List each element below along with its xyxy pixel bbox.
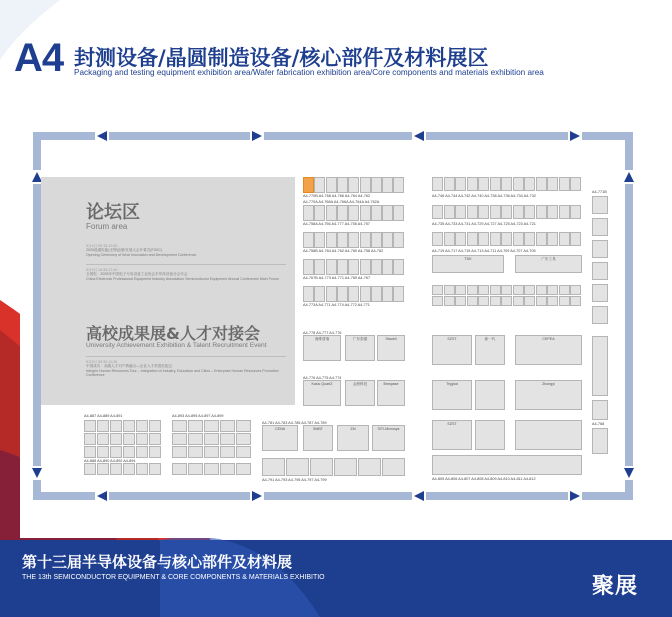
- booth-number: A4-887 A4-889 A4-891: [84, 414, 123, 418]
- booth-label: TDK: [464, 257, 472, 261]
- booth[interactable]: [478, 205, 489, 219]
- booth[interactable]: [172, 463, 187, 475]
- booth[interactable]: [467, 232, 478, 246]
- booth[interactable]: [501, 205, 512, 219]
- booth[interactable]: [303, 286, 314, 302]
- booth[interactable]: [149, 433, 161, 445]
- booth[interactable]: [84, 463, 96, 475]
- event-title-en: Integrin Human Resources Tour – Integration of Industry, Education and Cities – Enterprise Human Resources Promotion Conference: [86, 368, 279, 378]
- booth[interactable]: [236, 433, 251, 445]
- booth[interactable]: [490, 285, 501, 295]
- booth-label: 新一代: [484, 337, 496, 341]
- booth-label: 广东泰德: [352, 337, 368, 341]
- booth-number: A4-776 A4-775 A4-774: [303, 376, 342, 380]
- booth[interactable]: [372, 425, 405, 451]
- booth[interactable]: [337, 286, 348, 302]
- divider: [86, 264, 286, 265]
- booth[interactable]: [204, 433, 219, 445]
- booth[interactable]: [377, 380, 405, 406]
- booth[interactable]: [478, 232, 489, 246]
- booth[interactable]: [559, 285, 570, 295]
- booth[interactable]: [444, 177, 455, 191]
- booth[interactable]: [204, 463, 219, 475]
- booth[interactable]: [547, 232, 558, 246]
- booth[interactable]: [348, 286, 359, 302]
- booth[interactable]: [188, 463, 203, 475]
- booth[interactable]: [444, 205, 455, 219]
- booth-number: A4-768: [592, 422, 605, 426]
- booth[interactable]: [220, 433, 235, 445]
- booth[interactable]: [97, 463, 109, 475]
- booth-number: A4-781 A4-783 A4-785 A4-787 A4-789: [262, 421, 327, 425]
- booth[interactable]: [432, 205, 443, 219]
- booth[interactable]: [536, 232, 547, 246]
- booth[interactable]: [345, 335, 375, 361]
- booth[interactable]: [314, 177, 325, 193]
- booth[interactable]: [559, 232, 570, 246]
- booth[interactable]: [444, 296, 455, 306]
- booth[interactable]: [337, 205, 348, 221]
- booth[interactable]: [326, 232, 337, 248]
- booth[interactable]: [432, 255, 504, 273]
- booth-number: A4-770A A4-768A A4-766A A4-764A A4-762A: [303, 200, 380, 204]
- booth[interactable]: [393, 232, 404, 248]
- booth[interactable]: [303, 177, 314, 193]
- booth[interactable]: [490, 177, 501, 191]
- booth[interactable]: [334, 458, 357, 476]
- booth-number: A4-778 A4-777 A4-776: [303, 331, 342, 335]
- booth[interactable]: [490, 205, 501, 219]
- booth[interactable]: [123, 446, 135, 458]
- booth[interactable]: [382, 232, 393, 248]
- booth[interactable]: [513, 177, 524, 191]
- booth[interactable]: [455, 205, 466, 219]
- booth-label: 广东工具: [541, 257, 556, 261]
- event-time: 9月5日 09:30-11:30: [86, 360, 118, 364]
- booth[interactable]: [326, 259, 337, 275]
- booth[interactable]: [303, 205, 314, 221]
- booth[interactable]: [524, 232, 535, 246]
- booth[interactable]: [524, 177, 535, 191]
- hall-subtitle: Packaging and testing equipment exhibition area/Wafer fabrication exhibition area/Core components and materials exhibition area: [74, 68, 544, 77]
- footer-title: 第十三届半导体设备与核心部件及材料展: [22, 553, 293, 571]
- booth[interactable]: [188, 433, 203, 445]
- booth[interactable]: [536, 285, 547, 295]
- booth-label: 赛维普瑞: [314, 337, 330, 341]
- booth[interactable]: [501, 285, 512, 295]
- hall-code: A4: [14, 36, 64, 80]
- booth[interactable]: [84, 446, 96, 458]
- booth[interactable]: [348, 232, 359, 248]
- booth[interactable]: [136, 433, 148, 445]
- booth-number: A4-746 A4-744 A4-742 A4-740 A4-738 A4-736 A4-734 A4-732: [432, 194, 536, 198]
- booth[interactable]: [501, 232, 512, 246]
- booth[interactable]: [501, 296, 512, 306]
- booth[interactable]: [123, 433, 135, 445]
- booth[interactable]: [432, 420, 472, 450]
- booth[interactable]: [314, 205, 325, 221]
- booth[interactable]: [536, 177, 547, 191]
- booth[interactable]: [382, 259, 393, 275]
- booth[interactable]: [455, 296, 466, 306]
- booth[interactable]: [592, 196, 608, 214]
- booth[interactable]: [110, 433, 122, 445]
- booth[interactable]: [592, 240, 608, 258]
- booth[interactable]: [592, 218, 608, 236]
- booth[interactable]: [236, 420, 251, 432]
- booth-label: CEPEA: [542, 337, 555, 341]
- booth[interactable]: [337, 259, 348, 275]
- booth[interactable]: [478, 285, 489, 295]
- booth-number: A4-758B A4-764 A4-762 A4-760 A4-758 A4-762: [303, 249, 384, 253]
- booth[interactable]: [314, 232, 325, 248]
- booth[interactable]: [123, 420, 135, 432]
- booth[interactable]: [515, 380, 582, 410]
- event-title-en: China Electronic Professional Equipment Industry Association Semiconductor Equipment Annual Conference Main Forum: [86, 276, 279, 281]
- booth[interactable]: [515, 255, 582, 273]
- booth[interactable]: [188, 446, 203, 458]
- booth[interactable]: [592, 400, 608, 420]
- booth[interactable]: [220, 463, 235, 475]
- booth[interactable]: [348, 177, 359, 193]
- booth[interactable]: [371, 286, 382, 302]
- booth[interactable]: [286, 458, 309, 476]
- booth[interactable]: [393, 286, 404, 302]
- booth[interactable]: [360, 259, 371, 275]
- booth[interactable]: [204, 420, 219, 432]
- booth[interactable]: [314, 286, 325, 302]
- booth[interactable]: [136, 446, 148, 458]
- booth[interactable]: [220, 446, 235, 458]
- booth[interactable]: [310, 458, 333, 476]
- booth[interactable]: [360, 205, 371, 221]
- booth[interactable]: [467, 205, 478, 219]
- booth-number: A4-770B A4-768 A4-766 A4-764 A4-762: [303, 194, 371, 198]
- booth[interactable]: [303, 232, 314, 248]
- booth[interactable]: [455, 232, 466, 246]
- booth[interactable]: [345, 380, 375, 406]
- booth[interactable]: [314, 259, 325, 275]
- booth[interactable]: [515, 420, 582, 450]
- booth[interactable]: [478, 296, 489, 306]
- booth[interactable]: [393, 177, 404, 193]
- event-time: 9月4日 14:30-17:40: [86, 268, 118, 272]
- booth-label: SMBT: [313, 427, 323, 431]
- booth[interactable]: [188, 420, 203, 432]
- booth[interactable]: [348, 259, 359, 275]
- booth[interactable]: [204, 446, 219, 458]
- divider: [86, 356, 286, 357]
- booth[interactable]: [220, 420, 235, 432]
- booth[interactable]: [97, 433, 109, 445]
- booth-number: A4-888 A4-890 A4-892 A4-894: [84, 459, 136, 463]
- booth[interactable]: [236, 463, 251, 475]
- forum-event-3: [86, 360, 286, 378]
- booth[interactable]: [110, 463, 122, 475]
- booth-label: SZST: [447, 337, 457, 341]
- booth[interactable]: [475, 335, 505, 365]
- hall-title: 封测设备/晶圆制造设备/核心部件及材料展区: [74, 46, 489, 70]
- booth[interactable]: [303, 335, 341, 361]
- event-title-cn: 中国成功：高端人才对产教融合—企业人才供需匹配会: [86, 364, 173, 369]
- booth[interactable]: [455, 285, 466, 295]
- booth-number: A4-719 A4-717 A4-715 A4-713 A4-711 A4-709 A4-707 A4-705: [432, 249, 536, 253]
- booth[interactable]: [172, 433, 187, 445]
- booth[interactable]: [303, 425, 333, 451]
- booth[interactable]: [467, 285, 478, 295]
- booth[interactable]: [536, 205, 547, 219]
- booth[interactable]: [262, 458, 285, 476]
- booth[interactable]: [432, 455, 582, 475]
- booth[interactable]: [592, 306, 608, 324]
- booth[interactable]: [371, 177, 382, 193]
- booth[interactable]: [110, 446, 122, 458]
- booth-number: A4-735 A4-733 A4-731 A4-729 A4-727 A4-725 A4-723 A4-721: [432, 222, 536, 226]
- booth[interactable]: [337, 425, 369, 451]
- booth[interactable]: [432, 285, 443, 295]
- booth[interactable]: [382, 286, 393, 302]
- achievement-title: 高校成果展&人才对接会: [86, 324, 260, 343]
- booth[interactable]: [490, 296, 501, 306]
- booth[interactable]: [84, 420, 96, 432]
- booth-label: SITI-Microsys: [377, 427, 400, 431]
- booth[interactable]: [570, 205, 581, 219]
- booth[interactable]: [262, 425, 298, 451]
- booth[interactable]: [337, 177, 348, 193]
- booth[interactable]: [172, 420, 187, 432]
- booth[interactable]: [559, 296, 570, 306]
- booth[interactable]: [326, 286, 337, 302]
- booth[interactable]: [382, 205, 393, 221]
- booth[interactable]: [360, 177, 371, 193]
- booth[interactable]: [172, 446, 187, 458]
- footer-subtitle: THE 13th SEMICONDUCTOR EQUIPMENT & CORE COMPONENTS & MATERIALS EXHIBITIO: [22, 574, 325, 581]
- booth-label: ZM: [350, 427, 356, 431]
- booth-label: CENA: [275, 427, 285, 431]
- booth-number: A4-758A A4-756 A4-777 A4-755 A4-757: [303, 222, 370, 226]
- booth-label: Bmspase: [383, 382, 399, 386]
- booth[interactable]: [393, 259, 404, 275]
- booth[interactable]: [97, 420, 109, 432]
- booth[interactable]: [559, 177, 570, 191]
- booth[interactable]: [371, 205, 382, 221]
- booth[interactable]: [432, 380, 472, 410]
- booth-number: A4-791 A4-793 A4-795 A4-797 A4-799: [262, 478, 327, 482]
- booth[interactable]: [515, 335, 582, 365]
- booth[interactable]: [136, 420, 148, 432]
- booth[interactable]: [455, 177, 466, 191]
- booth-number: A4-767B A4-773 A4-771 A4-769 A4-767: [303, 276, 371, 280]
- booth[interactable]: [536, 296, 547, 306]
- booth[interactable]: [547, 205, 558, 219]
- booth[interactable]: [592, 428, 608, 454]
- booth[interactable]: [513, 232, 524, 246]
- booth[interactable]: [547, 296, 558, 306]
- booth[interactable]: [377, 335, 405, 361]
- booth[interactable]: [432, 296, 443, 306]
- booth[interactable]: [371, 232, 382, 248]
- booth-label: SZST: [447, 422, 457, 426]
- booth[interactable]: [524, 296, 535, 306]
- booth[interactable]: [467, 296, 478, 306]
- booth[interactable]: [110, 420, 122, 432]
- booth[interactable]: [382, 177, 393, 193]
- booth[interactable]: [136, 463, 148, 475]
- event-title-en: Opening Ceremony of Wuxi Innovation and Development Conference: [86, 252, 197, 257]
- booth[interactable]: [467, 177, 478, 191]
- forum-title: 论坛区: [86, 202, 140, 223]
- event-title-cn: 2025晶通电能(无锡)创新发展大会开幕式(FJDC): [86, 248, 162, 253]
- booth[interactable]: [432, 335, 472, 365]
- booth[interactable]: [592, 284, 608, 302]
- booth[interactable]: [360, 286, 371, 302]
- booth-number: A4-805 A4-806 A4-807 A4-808 A4-809 A4-810 A4-811 A4-812: [432, 477, 536, 481]
- booth[interactable]: [84, 433, 96, 445]
- booth[interactable]: [326, 177, 337, 193]
- booth-label: 金晨科技: [352, 382, 368, 386]
- booth[interactable]: [358, 458, 381, 476]
- booth-label: Staubli: [385, 337, 397, 341]
- booth[interactable]: [570, 285, 581, 295]
- booth[interactable]: [303, 380, 341, 406]
- booth[interactable]: [393, 205, 404, 221]
- booth[interactable]: [360, 232, 371, 248]
- booth[interactable]: [475, 420, 505, 450]
- booth-number: A4-771B: [592, 190, 607, 194]
- booth[interactable]: [547, 285, 558, 295]
- booth-label: Kasic QuartZ: [311, 382, 333, 386]
- booth[interactable]: [513, 205, 524, 219]
- forum-event-1: [86, 244, 286, 257]
- booth[interactable]: [337, 232, 348, 248]
- booth[interactable]: [382, 458, 405, 476]
- booth[interactable]: [478, 177, 489, 191]
- booth[interactable]: [444, 232, 455, 246]
- booth[interactable]: [348, 205, 359, 221]
- achievement-subtitle: University Achievement Exhibition & Talent Recruitment Event: [86, 342, 267, 349]
- booth[interactable]: [570, 177, 581, 191]
- booth[interactable]: [149, 463, 161, 475]
- booth[interactable]: [303, 259, 314, 275]
- booth[interactable]: [326, 205, 337, 221]
- booth[interactable]: [444, 285, 455, 295]
- booth-number: A4-893 A4-895 A4-897 A4-899: [172, 414, 224, 418]
- booth[interactable]: [149, 420, 161, 432]
- booth[interactable]: [513, 296, 524, 306]
- booth[interactable]: [490, 232, 501, 246]
- forum-event-2: [86, 268, 286, 281]
- booth[interactable]: [547, 177, 558, 191]
- event-title-cn: 全国电：2025年中国电子专用设备工业协会半导体设备分会年会: [86, 272, 188, 277]
- booth-number: A4-773A A4-771 A4-774 A4-772 A4-771: [303, 303, 370, 307]
- organizer-logo: 聚展: [592, 574, 639, 599]
- booth[interactable]: [123, 463, 135, 475]
- booth[interactable]: [570, 296, 581, 306]
- booth[interactable]: [371, 259, 382, 275]
- booth[interactable]: [570, 232, 581, 246]
- booth[interactable]: [432, 232, 443, 246]
- booth[interactable]: [432, 177, 443, 191]
- booth-label: Zhongyi: [542, 382, 555, 386]
- booth[interactable]: [513, 285, 524, 295]
- forum-subtitle: Forum area: [86, 222, 128, 231]
- booth[interactable]: [559, 205, 570, 219]
- booth[interactable]: [149, 446, 161, 458]
- booth[interactable]: [524, 205, 535, 219]
- booth[interactable]: [524, 285, 535, 295]
- booth[interactable]: [236, 446, 251, 458]
- booth[interactable]: [592, 262, 608, 280]
- event-time: 9月4日 09:15-12:00: [86, 244, 118, 248]
- booth[interactable]: [501, 177, 512, 191]
- booth-label: Tryglod: [446, 382, 458, 386]
- booth[interactable]: [97, 446, 109, 458]
- booth[interactable]: [475, 380, 505, 410]
- booth[interactable]: [592, 336, 608, 396]
